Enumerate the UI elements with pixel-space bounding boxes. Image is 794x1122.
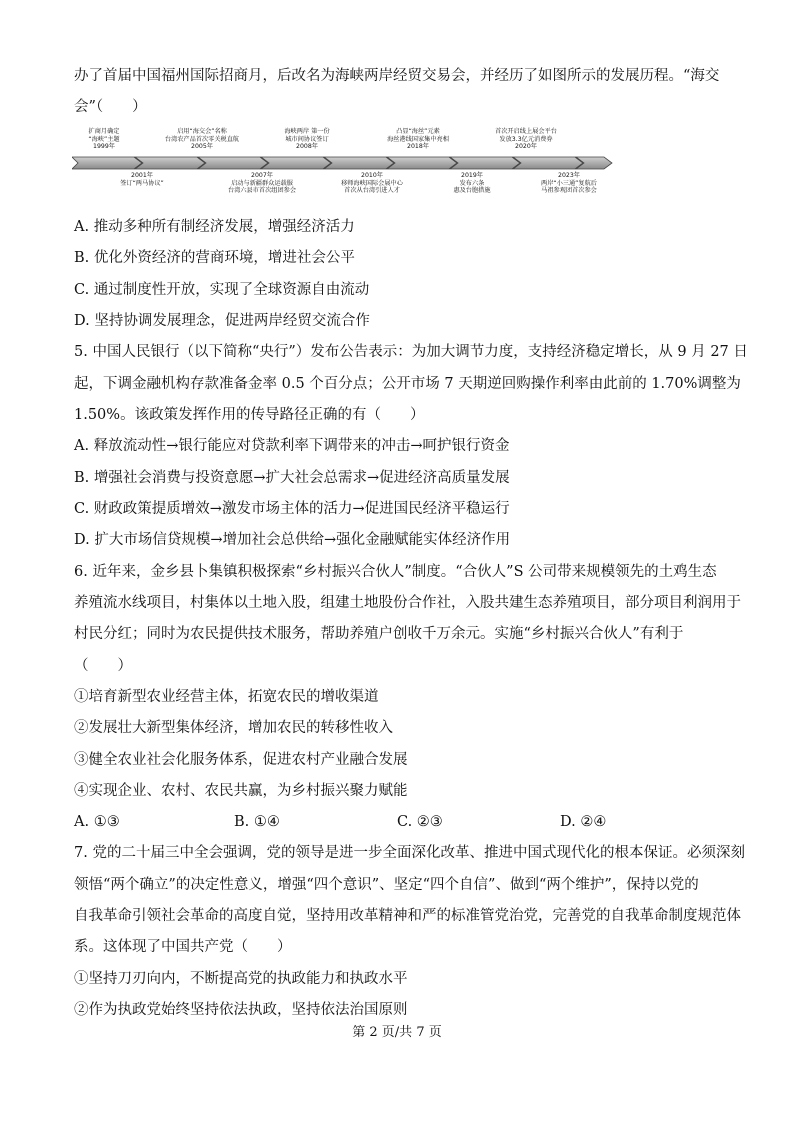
option-d: D. 坚持协调发展理念，促进两岸经贸交流合作 (74, 313, 370, 329)
question-stem: 自我革命引领社会革命的高度自觉，坚持用改革精神和严的标准管党治党，完善党的自我革命制度规范体 (74, 908, 741, 924)
choice-d: D. ②④ (560, 814, 607, 830)
statement-item: ④实现企业、农村、农民共赢，为乡村振兴聚力赋能 (74, 783, 408, 799)
question-stem: 7. 党的二十届三中全会强调，党的领导是进一步全面深化改革、推进中国式现代化的根本保证。必须深刻 (74, 845, 745, 861)
timeline-label-1999: 扩商月确定 “海峡”主题 1999年 (88, 128, 120, 150)
timeline-label-2023: 2023年 两岸“小三通”复航后 马祖参观团首次参会 (541, 172, 597, 194)
option-d: D. 扩大市场信贷规模→增加社会总供给→强化金融赋能实体经济作用 (74, 532, 511, 548)
timeline-segment-2001 (135, 157, 205, 169)
question-stem: 5. 中国人民银行（以下简称“央行”）发布公告表示：为加大调节力度，支持经济稳定增长，从 9 月 27 日 (74, 344, 748, 360)
intro-line: 办了首届中国福州国际招商月，后改名为海峡两岸经贸交易会，并经历了如图所示的发展历程。“海交 (74, 68, 720, 84)
question-stem: 养殖流水线项目，村集体以土地入股，组建土地股份合作社，入股共建生态养殖项目，部分项目利润用于 (74, 595, 741, 611)
timeline-label-2019: 2019年 发布六条 惠及台胞措施 (453, 172, 491, 194)
timeline-segment-2005 (198, 157, 268, 169)
timeline-segment-2010 (387, 157, 457, 169)
question-stem: 村民分红；同时为农民提供技术服务，帮助养殖户创收千万余元。实施“乡村振兴合伙人”有利于 (74, 626, 684, 642)
question-stem: 6. 近年来，金乡县卜集镇积极探索“乡村振兴合伙人”制度。“合伙人”S 公司带来规模领先的土鸡生态 (74, 564, 717, 580)
timeline-segment-2007 (261, 157, 331, 169)
intro-line: 会”（ ） (74, 99, 147, 115)
option-c: C. 通过制度性开放，实现了全球资源自由流动 (74, 282, 370, 298)
statement-item: ③健全农业社会化服务体系，促进农村产业融合发展 (74, 752, 408, 768)
question-stem: （ ） (74, 658, 132, 674)
timeline-label-2010: 2010年 移师海峡国际会展中心 首次从台湾引进人才 (341, 172, 403, 194)
timeline-segment-2018 (450, 157, 520, 169)
timeline-segment-2008 (324, 157, 394, 169)
timeline-label-2007: 2007年 启动与新疆群众运载服 台湾六县市首次组团参会 (227, 172, 297, 194)
statement-item: ①坚持刀刃向内，不断提高党的执政能力和执政水平 (74, 971, 408, 987)
timeline-segments (72, 157, 612, 169)
timeline-label-2008: 海峡两岸 第一份 城市间协议签订 2008年 (284, 128, 330, 150)
timeline-label-2018: 凸显“海丝”元素 海丝港线国家集中亮相 2018年 (387, 128, 449, 150)
choice-b: B. ①④ (234, 814, 280, 830)
page-number: 第 2 页/共 7 页 (352, 1025, 442, 1040)
timeline-label-2020: 首次开启线上展会平台 发放3.3亿元消费券 2020年 (495, 128, 557, 150)
timeline-segment-2020 (513, 157, 583, 169)
statement-item: ①培育新型农业经营主体，拓宽农民的增收渠道 (74, 689, 379, 705)
question-stem: 起，下调金融机构存款准备金率 0.5 个百分点；公开市场 7 天期逆回购操作利率由此前的 1.70%调整为 (74, 376, 741, 392)
development-timeline (72, 126, 618, 200)
option-b: B. 增强社会消费与投资意愿→扩大社会总需求→促进经济高质量发展 (74, 470, 510, 486)
question-stem: 1.50%。该政策发挥作用的传导路径正确的有（ ） (74, 407, 425, 423)
question-stem: 系。这体现了中国共产党（ ） (74, 939, 292, 955)
option-a: A. 释放流动性→银行能应对贷款利率下调带来的冲击→呵护银行资金 (74, 438, 510, 454)
statement-item: ②发展壮大新型集体经济，增加农民的转移性收入 (74, 720, 393, 736)
option-a: A. 推动多种所有制经济发展，增强经济活力 (74, 219, 355, 235)
option-c: C. 财政政策提质增效→激发市场主体的活力→促进国民经济平稳运行 (74, 501, 510, 517)
choice-a: A. ①③ (74, 814, 120, 830)
option-b: B. 优化外资经济的营商环境，增进社会公平 (74, 250, 355, 266)
timeline-segment-1999 (72, 157, 142, 169)
timeline-label-2001: 2001年 签订“两马协议” (120, 172, 164, 187)
timeline-label-2005: 启用“海交会”名称 台湾农产品首次零关税直航 2005年 (164, 128, 240, 150)
statement-item: ②作为执政党始终坚持依法执政，坚持依法治国原则 (74, 1002, 408, 1018)
choice-c: C. ②③ (397, 814, 443, 830)
question-stem: 领悟“两个确立”的决定性意义，增强“四个意识”、坚定“四个自信”、做到“两个维护”，保持以党的 (74, 877, 699, 893)
